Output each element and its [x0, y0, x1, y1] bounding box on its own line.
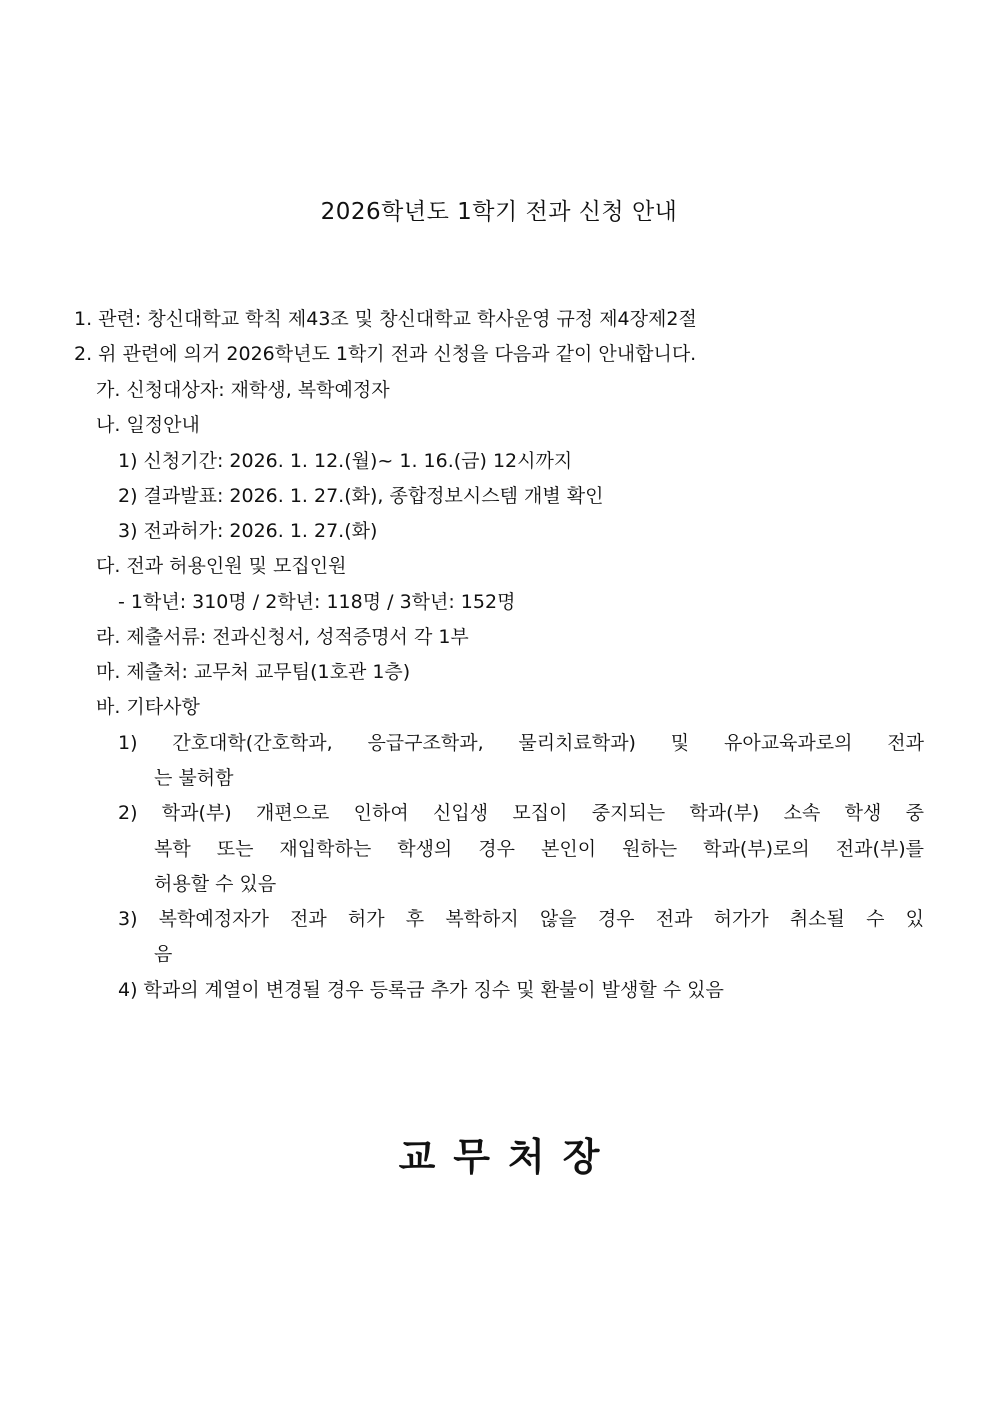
item-2-notice: 2. 위 관련에 의거 2026학년도 1학기 전과 신청을 다음과 같이 안내합니다. [74, 343, 697, 365]
other-note-2-line-2: 복학 또는 재입학하는 학생의 경우 본인이 원하는 학과(부)로의 전과(부)를 [154, 838, 924, 860]
item-ba-other: 바. 기타사항 [96, 696, 200, 718]
other-note-3-line-1: 3) 복학예정자가 전과 허가 후 복학하지 않을 경우 전과 허가가 취소될 수 있 [118, 908, 924, 930]
item-da-quota: 다. 전과 허용인원 및 모집인원 [96, 555, 347, 577]
schedule-result-announcement: 2) 결과발표: 2026. 1. 27.(화), 종합정보시스템 개별 확인 [118, 485, 604, 507]
signature-issuer: 교무처장 [398, 1135, 618, 1179]
other-note-2-line-1: 2) 학과(부) 개편으로 인하여 신입생 모집이 중지되는 학과(부) 소속 학생 중 [118, 802, 924, 824]
schedule-transfer-approval: 3) 전과허가: 2026. 1. 27.(화) [118, 520, 378, 542]
schedule-application-period: 1) 신청기간: 2026. 1. 12.(월)~ 1. 16.(금) 12시까지 [118, 450, 573, 472]
other-note-1-line-2: 는 불허함 [154, 767, 234, 789]
item-na-schedule: 나. 일정안내 [96, 414, 200, 436]
item-ma-submission-place: 마. 제출처: 교무처 교무팀(1호관 1층) [96, 661, 411, 683]
item-ga-applicants: 가. 신청대상자: 재학생, 복학예정자 [96, 379, 390, 401]
other-note-1-line-1: 1) 간호대학(간호학과, 응급구조학과, 물리치료학과) 및 유아교육과로의 전과 [118, 732, 924, 754]
quota-detail: - 1학년: 310명 / 2학년: 118명 / 3학년: 152명 [118, 591, 516, 613]
other-note-3-line-2: 음 [154, 943, 173, 965]
item-1-reference: 1. 관련: 창신대학교 학칙 제43조 및 창신대학교 학사운영 규정 제4장제2절 [74, 308, 697, 330]
item-ra-documents: 라. 제출서류: 전과신청서, 성적증명서 각 1부 [96, 626, 469, 648]
page-title: 2026학년도 1학기 전과 신청 안내 [320, 199, 678, 225]
other-note-4: 4) 학과의 계열이 변경될 경우 등록금 추가 징수 및 환불이 발생할 수 있음 [118, 979, 724, 1001]
other-note-2-line-3: 허용할 수 있음 [154, 873, 277, 895]
